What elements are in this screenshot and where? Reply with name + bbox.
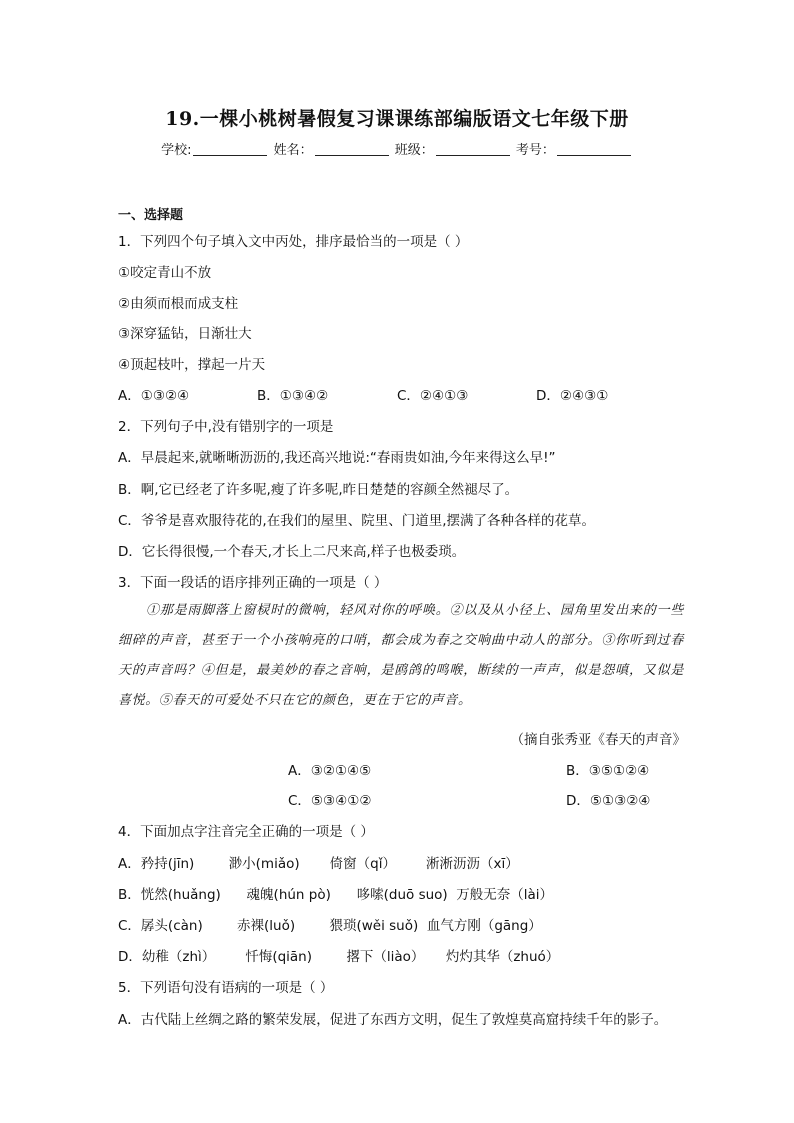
q2-option-a[interactable]: A．早晨起来,就晰晰沥沥的,我还高兴地说:“春雨贵如油,今年来得这么早!” (118, 450, 556, 466)
name-blank[interactable] (315, 143, 389, 156)
q3-option-d[interactable]: D．⑤①③②④ (566, 793, 651, 809)
q1-item: ③深穿猛钻，日渐壮大 (118, 326, 252, 342)
student-info-line (0, 139, 794, 158)
q1-stem: 1．下列四个句子填入文中丙处，排序最恰当的一项是（ ） (118, 234, 469, 250)
q1-item: ①咬定青山不放 (118, 265, 212, 281)
q1-option-d[interactable]: D．②④③① (536, 388, 609, 404)
q2-option-d[interactable]: D．它长得很慢,一个春天,才长上二尺来高,样子也极委琐。 (118, 544, 466, 560)
q2-stem: 2．下列句子中,没有错别字的一项是 (118, 419, 334, 435)
q3-passage: ①那是雨脚落上窗棂时的微响，轻风对你的呼唤。②以及从小径上、园角里发出来的一些细碎的声音，甚至于一个小孩响亮的口哨，都会成为春之交响曲中动人的部分。③你听到过春天的声音吗？④但是，最美妙的春之音响，是鸥鸽的鸣喉，断续的一声声，似是怨嗔，又似是喜悦。⑤春天的可爱处不只在它的颜色，更在于它的声音。 (118, 603, 684, 708)
q4-stem: 4．下面加点字注音完全正确的一项是（ ） (118, 824, 374, 840)
q3-source: （摘自张秀亚《春天的声音》 (510, 732, 686, 748)
q3-option-a[interactable]: A．③②①④⑤ (288, 763, 372, 779)
q4-option-c[interactable]: C．孱头(càn) 赤裸(luǒ) 猥琐(wěi suǒ) 血气方刚（gāng） (118, 918, 542, 934)
q4-option-a[interactable]: A．矜持(jīn) 渺小(miǎo) 倚窗（qǐ） 淅淅沥沥（xī） (118, 856, 519, 872)
q1-item: ②由须而根而成支柱 (118, 296, 239, 312)
q1-option-b[interactable]: B．①③④② (257, 388, 329, 404)
exam-number-label: 考号： (515, 143, 555, 158)
q5-option-a[interactable]: A．古代陆上丝绸之路的繁荣发展，促进了东西方文明，促生了敦煌莫高窟持续千年的影子。 (118, 1012, 668, 1028)
section-heading: 一、选择题 (118, 208, 184, 223)
q1-item: ④顶起枝叶，撑起一片天 (118, 357, 266, 373)
q1-option-a[interactable]: A．①③②④ (118, 388, 190, 404)
school-label: 学校: (161, 143, 192, 158)
school-blank[interactable] (193, 143, 267, 156)
q3-option-b[interactable]: B．③⑤①②④ (566, 763, 650, 779)
name-label: 姓名： (273, 143, 313, 158)
q5-stem: 5．下列语句没有语病的一项是（ ） (118, 980, 334, 996)
q2-option-c[interactable]: C．爷爷是喜欢服待花的,在我们的屋里、院里、门道里,摆满了各种各样的花草。 (118, 513, 596, 529)
q3-stem: 3．下面一段话的语序排列正确的一项是（ ） (118, 575, 388, 591)
document-title: 19.一棵小桃树暑假复习课课练部编版语文七年级下册 (165, 108, 629, 130)
q4-option-d[interactable]: D．幼稚（zhì） 忏悔(qiān) 撂下（liào） 灼灼其华（zhuó） (118, 949, 560, 965)
q4-option-b[interactable]: B．恍然(huǎng) 魂魄(hún pò) 哆嗦(duō suo) 万般无奈（lài） (118, 887, 554, 903)
q1-option-c[interactable]: C．②④①③ (397, 388, 469, 404)
q2-option-b[interactable]: B．啊,它已经老了许多呢,瘦了许多呢,昨日楚楚的容颜全然褪尽了。 (118, 482, 519, 498)
class-blank[interactable] (436, 143, 510, 156)
exam-number-blank[interactable] (557, 143, 631, 156)
class-label: 班级： (394, 143, 434, 158)
q3-option-c[interactable]: C．⑤③④①② (288, 793, 372, 809)
